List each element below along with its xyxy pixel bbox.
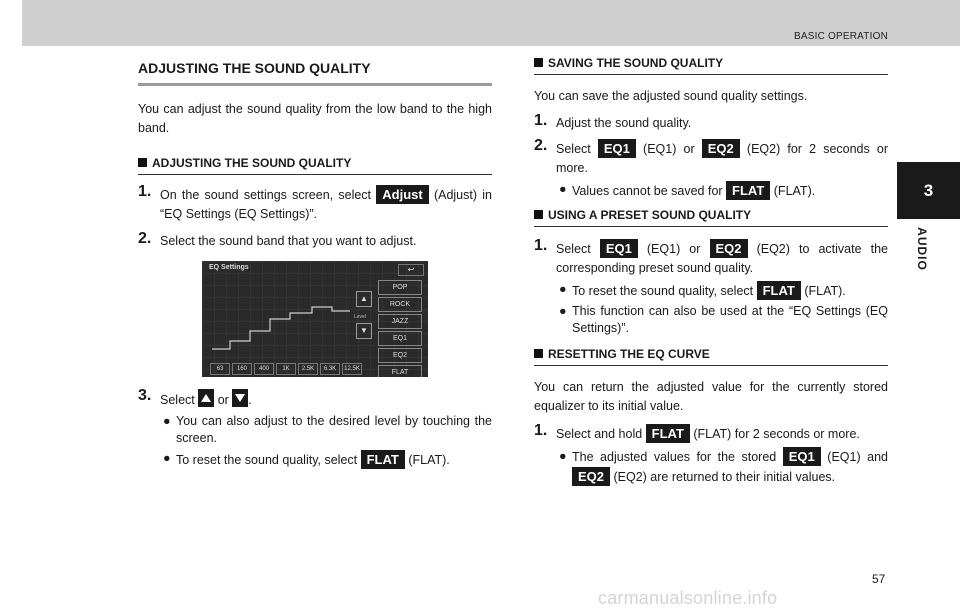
- back-icon: ↩: [398, 264, 424, 276]
- bullet-text: (FLAT).: [800, 284, 846, 298]
- step-text: (EQ1) or: [637, 242, 710, 256]
- band-63: 63: [210, 363, 230, 375]
- eq1-button-icon: EQ1: [783, 447, 821, 466]
- adjust-button-icon: Adjust: [376, 185, 428, 204]
- preset-rock: ROCK: [378, 297, 422, 312]
- eq1-button-icon: EQ1: [598, 139, 636, 158]
- preset-bullet-2: [534, 303, 888, 337]
- watermark: carmanualsonline.info: [598, 588, 778, 608]
- saving-step-2: [534, 139, 888, 178]
- band-6-3k: 6.3K: [320, 363, 340, 375]
- section-heading-saving: [534, 56, 888, 75]
- section-heading-text: RESETTING THE EQ CURVE: [548, 347, 710, 361]
- band-2-5k: 2.5K: [298, 363, 318, 375]
- level-label: Level: [354, 314, 366, 320]
- bullet-text: The adjusted values for the stored: [572, 450, 783, 464]
- bullet-dot-icon: ●: [559, 449, 567, 463]
- step-1: [138, 185, 492, 224]
- step-number: 1.: [534, 422, 548, 439]
- step-text: (FLAT) for 2 seconds or more.: [689, 427, 860, 441]
- level-up-icon: ▲: [356, 291, 372, 307]
- running-header: BASIC OPERATION: [794, 31, 888, 42]
- reset-intro: You can return the adjusted value for the currently stored equalizer to its initial value.: [534, 380, 888, 413]
- step-text: Select: [556, 142, 598, 156]
- flat-button-icon: FLAT: [646, 424, 690, 443]
- square-bullet-icon: [534, 210, 543, 219]
- eq-curve: [212, 289, 352, 359]
- step-text: Select: [556, 242, 600, 256]
- chapter-label-container: [912, 218, 952, 278]
- band-160: 160: [232, 363, 252, 375]
- bullet-text: (EQ1) and: [820, 450, 888, 464]
- bullet-touch: [138, 413, 492, 447]
- preset-bullet-1: [534, 281, 888, 300]
- preset-flat: FLAT: [378, 365, 422, 377]
- bullet-dot-icon: ●: [163, 451, 171, 465]
- page-title: ADJUSTING THE SOUND QUALITY: [138, 60, 492, 86]
- step-number: 3.: [138, 387, 152, 404]
- reset-bullet: [534, 447, 888, 487]
- step-3: [138, 389, 492, 410]
- bullet-text: This function can also be used at the “EQ Settings (EQ Settings)”.: [572, 304, 888, 335]
- bullet-dot-icon: ●: [163, 414, 171, 428]
- bullet-dot-icon: ●: [559, 304, 567, 318]
- bullet-text: To reset the sound quality, select: [572, 284, 757, 298]
- eq-settings-screenshot: [202, 261, 428, 377]
- bullet-text: To reset the sound quality, select: [176, 453, 361, 467]
- square-bullet-icon: [138, 158, 147, 167]
- frequency-bands: [210, 363, 364, 375]
- saving-bullet: [534, 181, 888, 200]
- step-number: 1.: [534, 112, 548, 129]
- square-bullet-icon: [534, 58, 543, 67]
- flat-button-icon: FLAT: [757, 281, 801, 300]
- preset-step-1: [534, 239, 888, 278]
- down-arrow-icon: [232, 389, 248, 407]
- flat-button-icon: FLAT: [726, 181, 770, 200]
- bullet-text: (FLAT).: [770, 184, 816, 198]
- step-number: 1.: [534, 237, 548, 254]
- step-text: Select and hold: [556, 427, 646, 441]
- preset-jazz: JAZZ: [378, 314, 422, 329]
- bullet-dot-icon: ●: [559, 182, 567, 196]
- intro-text: You can adjust the sound quality from the low band to the high band.: [138, 102, 492, 135]
- bullet-text: You can also adjust to the desired level by touching the screen.: [176, 414, 492, 445]
- step-text: (EQ2) to activate the corresponding preset sound quality.: [556, 242, 889, 275]
- bullet-text: (FLAT).: [404, 453, 450, 467]
- flat-button-icon: FLAT: [361, 450, 405, 469]
- reset-step-1: [534, 424, 888, 444]
- section-heading-reset: [534, 347, 888, 366]
- bullet-text: (EQ2) are returned to their initial values.: [610, 470, 836, 484]
- chapter-tab: 3: [897, 162, 960, 219]
- eq2-button-icon: EQ2: [710, 239, 748, 258]
- bullet-dot-icon: ●: [559, 282, 567, 296]
- square-bullet-icon: [534, 349, 543, 358]
- preset-pop: POP: [378, 280, 422, 295]
- eq2-button-icon: EQ2: [702, 139, 740, 158]
- step-text: Select the sound band that you want to adjust.: [160, 234, 417, 248]
- screen-title: EQ Settings: [209, 264, 249, 271]
- section-heading-text: ADJUSTING THE SOUND QUALITY: [152, 156, 352, 170]
- step-number: 2.: [138, 230, 152, 247]
- preset-eq1: EQ1: [378, 331, 422, 346]
- step-number: 2.: [534, 137, 548, 154]
- section-heading-preset: [534, 208, 888, 227]
- step-number: 1.: [138, 183, 152, 200]
- level-down-icon: ▼: [356, 323, 372, 339]
- step-text: (EQ2) for 2 seconds or more.: [556, 142, 889, 175]
- step-text: (Adjust) in “EQ Settings (EQ Settings)”.: [160, 188, 492, 221]
- bullet-reset: [138, 450, 492, 469]
- chapter-label: AUDIO: [914, 227, 929, 271]
- band-12-5k: 12.5K: [342, 363, 362, 375]
- step-text: Select: [160, 393, 199, 407]
- step-text: or: [214, 393, 233, 407]
- eq1-button-icon: EQ1: [600, 239, 638, 258]
- page-number: 57: [872, 572, 886, 586]
- step-2: [138, 232, 492, 251]
- left-column: [138, 60, 492, 469]
- eq2-button-icon: EQ2: [572, 467, 610, 486]
- band-1k: 1K: [276, 363, 296, 375]
- saving-intro: You can save the adjusted sound quality settings.: [534, 89, 808, 103]
- up-arrow-icon: [198, 389, 214, 407]
- band-400: 400: [254, 363, 274, 375]
- section-heading-text: USING A PRESET SOUND QUALITY: [548, 208, 752, 222]
- section-heading-text: SAVING THE SOUND QUALITY: [548, 56, 724, 70]
- bullet-text: Values cannot be saved for: [572, 184, 727, 198]
- step-text: Adjust the sound quality.: [556, 116, 692, 130]
- preset-list: [378, 280, 422, 377]
- step-text: .: [248, 393, 252, 407]
- step-text: On the sound settings screen, select: [160, 188, 377, 202]
- section-heading-adjusting: [138, 156, 492, 175]
- preset-eq2: EQ2: [378, 348, 422, 363]
- right-column: [534, 56, 888, 487]
- step-text: (EQ1) or: [635, 142, 702, 156]
- saving-step-1: [534, 114, 888, 133]
